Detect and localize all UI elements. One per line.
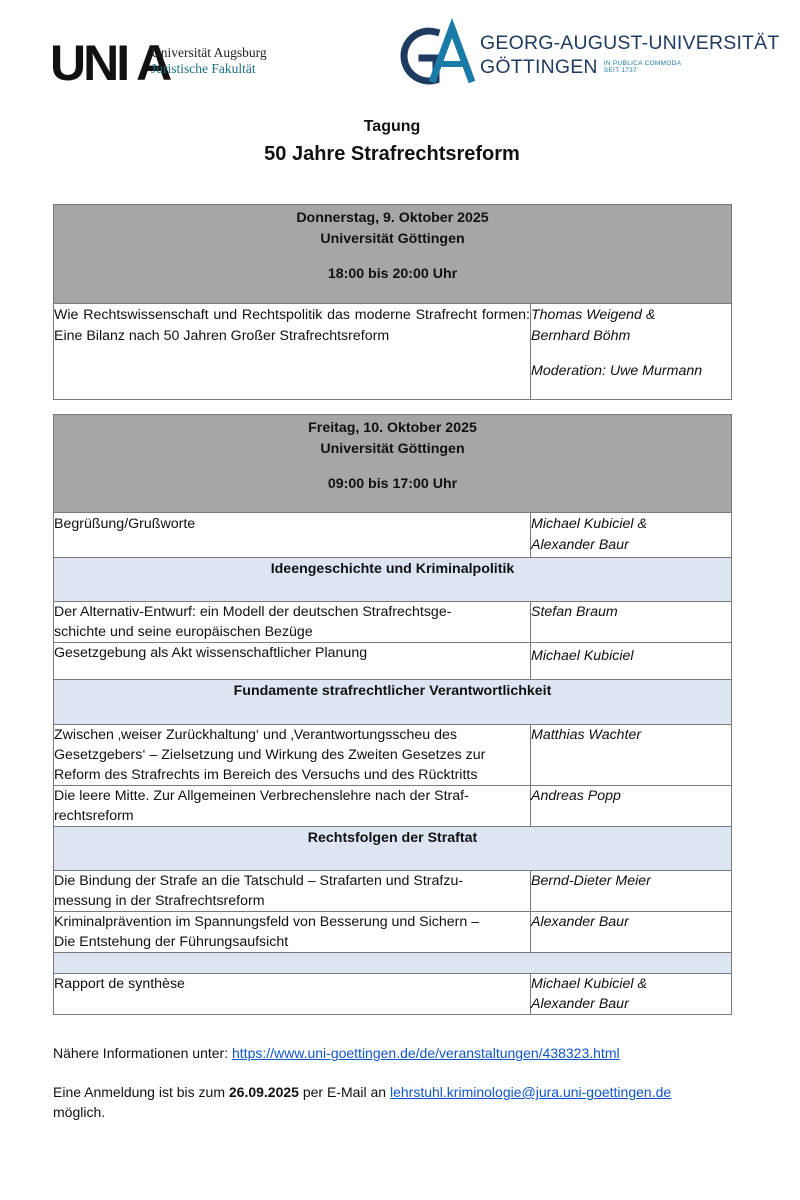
talk-line: Die leere Mitte. Zur Allgemeinen Verbrechenslehre nach der Straf- [54, 788, 469, 804]
table-row [54, 643, 732, 680]
talk-line: Kriminalprävention im Spannungsfeld von Besserung und Sichern – [54, 914, 480, 930]
table-row [54, 786, 732, 827]
talk-title [54, 912, 531, 953]
speaker-name: Alexander Baur [531, 996, 629, 1012]
event-info-link[interactable]: https://www.uni-goettingen.de/de/veranstaltungen/438323.html [232, 1045, 620, 1061]
closing-speakers [531, 974, 732, 1015]
section-row [54, 558, 732, 602]
day1-header-row [54, 205, 732, 304]
talk-line: Gesetzgebers‘ – Zielsetzung und Wirkung des Zweiten Gesetzes zur [54, 747, 486, 763]
closing-talk: Rapport de synthèse [54, 974, 531, 1015]
registration-deadline: 26.09.2025 [228, 1084, 299, 1100]
speaker-name: Alexander Baur [531, 537, 629, 553]
table-row [54, 974, 732, 1015]
section-heading: Ideengeschichte und Kriminalpolitik [54, 558, 732, 602]
section-heading: Fundamente strafrechtlicher Verantwortlichkeit [54, 680, 732, 725]
moderation: Moderation: Uwe Murmann [531, 363, 703, 379]
talk-line: Die Bindung der Strafe an die Tatschuld – Strafarten und Strafzu- [54, 873, 464, 889]
goettingen-founded: SEIT 1737 [603, 67, 638, 74]
ga-monogram-icon [392, 22, 478, 88]
goettingen-motto: IN PUBLICA COMMODA [603, 59, 682, 67]
registration-email-link[interactable]: lehrstuhl.kriminologie@jura.uni-goettingen.de [390, 1084, 672, 1100]
speaker-name: Andreas Popp [531, 786, 732, 827]
uni-augsburg-wordmark-icon [50, 35, 170, 91]
talk-line: messung in der Strafrechtsreform [54, 893, 265, 909]
speaker-name: Bernhard Böhm [531, 328, 631, 344]
augsburg-name: Universität Augsburg [151, 45, 267, 60]
registration-note [53, 1082, 753, 1122]
talk-title: Gesetzgebung als Akt wissenschaftlicher Planung [54, 643, 531, 680]
speaker-name: Michael Kubiciel & [531, 516, 647, 532]
page-title: 50 Jahre Strafrechtsreform [264, 143, 520, 165]
day1-place: Universität Göttingen [320, 231, 465, 247]
table-row [54, 513, 732, 558]
goettingen-name: GEORG-AUGUST-UNIVERSITÄT [480, 32, 780, 54]
day1-date: Donnerstag, 9. Oktober 2025 [296, 210, 489, 226]
day1-talk: Wie Rechtswissenschaft und Rechtspolitik das moderne Strafrecht formen: Eine Bilanz nach 50 Jahren Großer Strafrechtsreform [54, 304, 531, 400]
speaker-name: Thomas Weigend & [531, 307, 656, 323]
svg-text:UNI A: UNI A [50, 35, 170, 91]
section-heading: Rechtsfolgen der Straftat [54, 827, 732, 871]
schedule-day2-table [53, 414, 732, 1015]
table-row [54, 602, 732, 643]
day2-header-row [54, 415, 732, 513]
talk-title [54, 725, 531, 786]
day2-header [54, 415, 732, 513]
welcome-speakers [531, 513, 732, 558]
table-row [54, 871, 732, 912]
table-row [54, 304, 732, 400]
speaker-name: Matthias Wachter [531, 725, 732, 786]
talk-title [54, 602, 531, 643]
talk-line: rechtsreform [54, 808, 134, 824]
section-spacer [54, 953, 732, 974]
event-type: Tagung [363, 118, 421, 135]
day2-place: Universität Göttingen [320, 441, 465, 457]
registration-text: Eine Anmeldung ist bis zum [53, 1084, 229, 1100]
table-row [54, 912, 732, 953]
talk-title [54, 871, 531, 912]
speaker-name: Michael Kubiciel [531, 643, 732, 680]
talk-title [54, 786, 531, 827]
day1-header [54, 205, 732, 304]
info-label: Nähere Informationen unter: [53, 1045, 232, 1061]
talk-line: Zwischen ‚weiser Zurückhaltung‘ und ‚Verantwortungsscheu des [54, 727, 457, 743]
info-line [53, 1043, 753, 1063]
day2-time: 09:00 bis 17:00 Uhr [327, 476, 458, 492]
welcome-talk: Begrüßung/Grußworte [54, 513, 531, 558]
day1-time: 18:00 bis 20:00 Uhr [327, 266, 458, 282]
goettingen-city: GÖTTINGEN [480, 56, 598, 78]
talk-line: Reform des Strafrechts im Bereich des Versuchs und des Rücktritts [54, 767, 478, 783]
table-row [54, 725, 732, 786]
section-row [54, 680, 732, 725]
talk-line: schichte und seine europäischen Bezüge [54, 624, 313, 640]
registration-text: möglich. [53, 1104, 106, 1120]
goettingen-logo [392, 22, 780, 88]
speaker-name: Alexander Baur [531, 912, 732, 953]
speaker-name: Stefan Braum [531, 602, 732, 643]
augsburg-faculty: Juristische Fakultät [151, 61, 256, 76]
section-row [54, 827, 732, 871]
speaker-name: Bernd-Dieter Meier [531, 871, 732, 912]
augsburg-logo [50, 35, 267, 91]
day2-date: Freitag, 10. Oktober 2025 [308, 420, 477, 436]
talk-line: Die Entstehung der Führungsaufsicht [54, 934, 289, 950]
schedule-day1-table [53, 204, 732, 400]
empty-section-row [54, 953, 732, 974]
speaker-name: Michael Kubiciel & [531, 976, 647, 992]
talk-line: Der Alternativ-Entwurf: ein Modell der deutschen Strafrechtsge- [54, 604, 452, 620]
registration-text: per E-Mail an [298, 1084, 390, 1100]
day1-speakers [531, 304, 732, 400]
